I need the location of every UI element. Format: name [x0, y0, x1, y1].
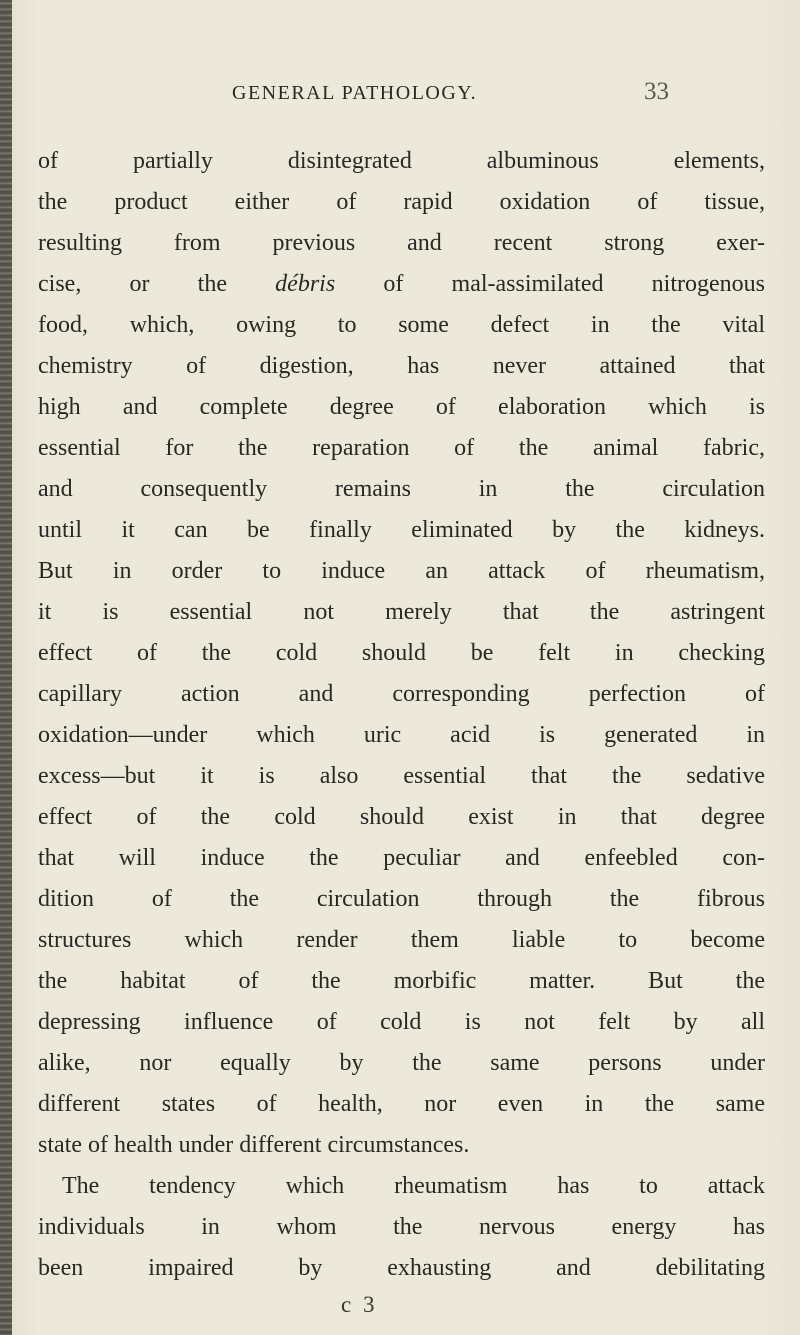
text-line: different states of health, nor even in the same — [38, 1091, 765, 1117]
text-line: of partially disintegrated albuminous elements, — [38, 148, 765, 174]
text-line: the habitat of the morbific matter. But the — [38, 968, 765, 994]
text-line: oxidation—under which uric acid is generated in — [38, 722, 765, 748]
text-line: it is essential not merely that the astringent — [38, 599, 765, 625]
running-title: GENERAL PATHOLOGY. — [232, 82, 478, 104]
page-header — [0, 78, 800, 112]
signature-mark: c 3 — [341, 1292, 378, 1317]
text-segment: of mal-assimilated nitrogenous — [335, 271, 765, 297]
text-line: effect of the cold should exist in that degree — [38, 804, 765, 830]
body-text — [38, 141, 765, 1289]
text-line: and consequently remains in the circulation — [38, 476, 765, 502]
text-line: been impaired by exhausting and debilitating — [38, 1255, 765, 1281]
text-line: The tendency which rheumatism has to attack — [62, 1173, 765, 1199]
text-line: But in order to induce an attack of rheumatism, — [38, 558, 765, 584]
page-number: 33 — [644, 78, 669, 105]
text-line: food, which, owing to some defect in the vital — [38, 312, 765, 338]
text-line: depressing influence of cold is not felt by all — [38, 1009, 765, 1035]
italic-term: débris — [275, 271, 336, 297]
text-segment: cise, or the — [38, 271, 276, 297]
text-line: state of health under different circumstances. — [38, 1132, 470, 1158]
text-line: structures which render them liable to become — [38, 927, 765, 953]
text-line: excess—but it is also essential that the sedative — [38, 763, 765, 789]
text-line — [38, 264, 765, 305]
text-line: the product either of rapid oxidation of tissue, — [38, 189, 765, 215]
text-line: individuals in whom the nervous energy has — [38, 1214, 765, 1240]
text-line: effect of the cold should be felt in checking — [38, 640, 765, 666]
text-line: resulting from previous and recent strong exer- — [38, 230, 765, 256]
text-line: that will induce the peculiar and enfeebled con- — [38, 845, 765, 871]
text-line: high and complete degree of elaboration which is — [38, 394, 765, 420]
text-line: dition of the circulation through the fibrous — [38, 886, 765, 912]
text-line: essential for the reparation of the animal fabric, — [38, 435, 765, 461]
text-line: until it can be finally eliminated by the kidneys. — [38, 517, 765, 543]
text-line: chemistry of digestion, has never attained that — [38, 353, 765, 379]
text-line: alike, nor equally by the same persons under — [38, 1050, 765, 1076]
text-line: capillary action and corresponding perfection of — [38, 681, 765, 707]
page-binding-edge — [0, 0, 12, 1335]
